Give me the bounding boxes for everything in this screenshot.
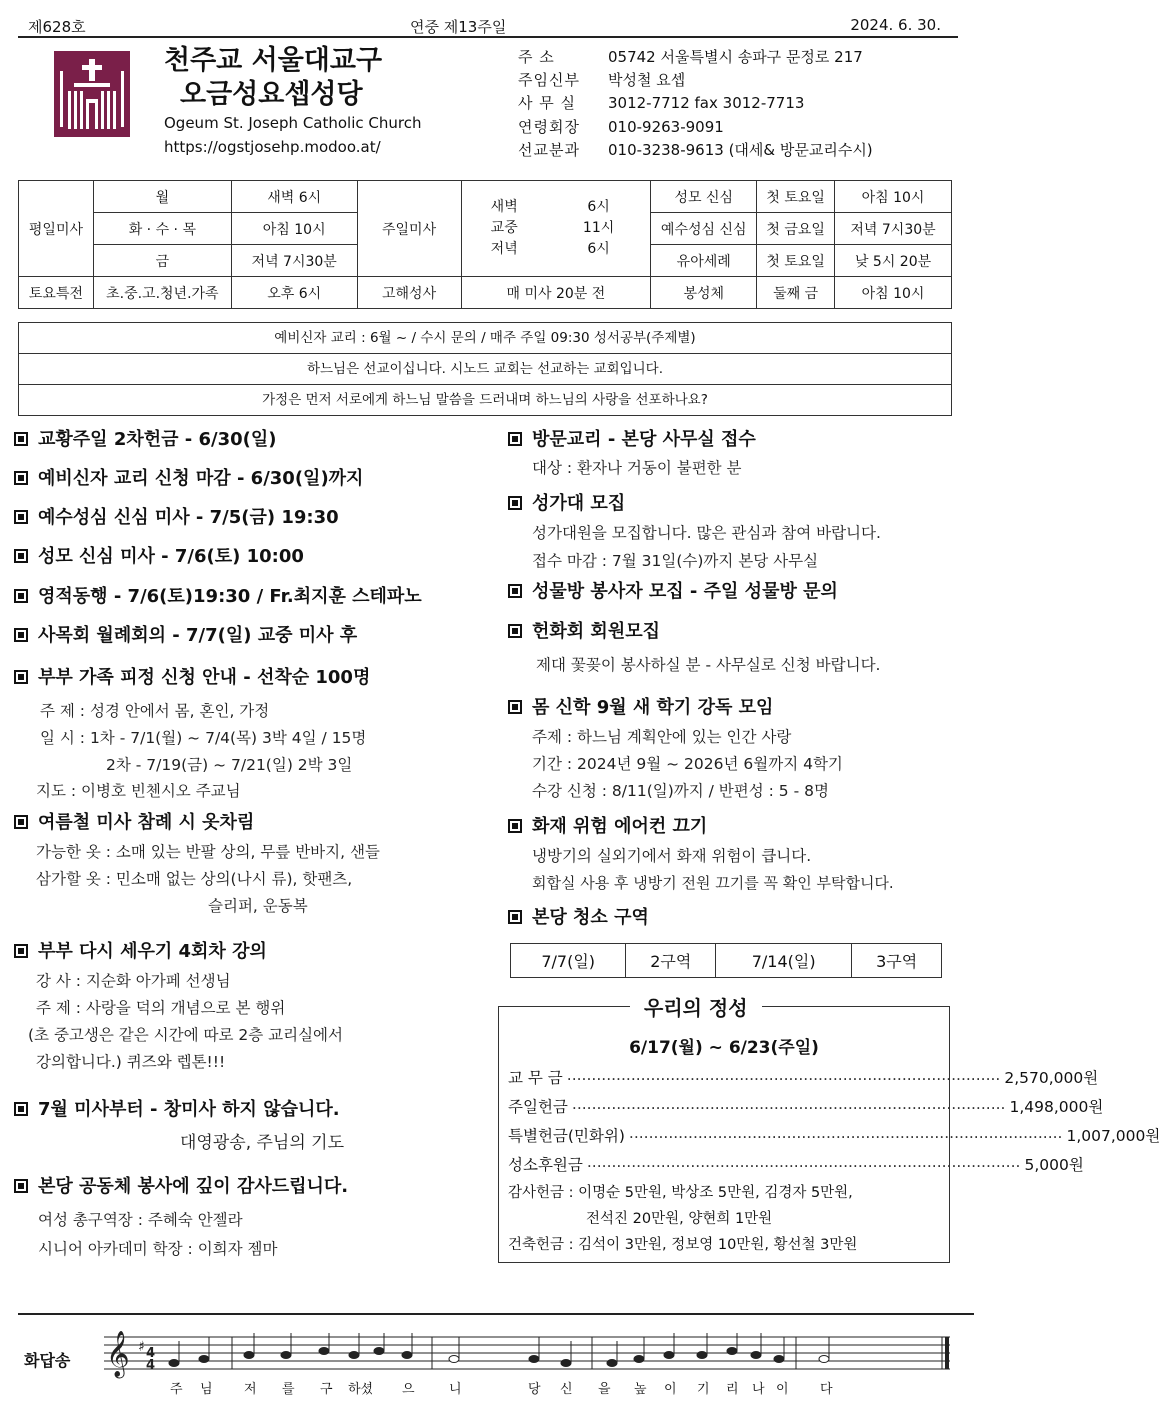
devotion-name: 유아세례 — [651, 245, 757, 277]
square-bullet-icon — [508, 584, 522, 598]
lyric-syllable: 기 — [697, 1382, 710, 1397]
announcement-line: 일 시 : 1차 - 7/1(월) ~ 7/4(목) 3박 4일 / 15명 — [40, 729, 367, 747]
thanks-offering — [508, 1181, 853, 1202]
notice-catechism: 예비신자 교리 : 6월 ~ / 수시 문의 / 매주 주일 09:30 성서공부(주제별) — [19, 323, 951, 354]
square-bullet-icon — [508, 432, 522, 446]
notice-box — [18, 322, 952, 416]
square-bullet-icon — [14, 549, 28, 563]
church-info — [518, 46, 873, 162]
info-label: 선교분과 — [518, 140, 580, 159]
mass-schedule-table — [18, 180, 952, 309]
announcement-title: 성물방 봉사자 모집 - 주일 성물방 문의 — [508, 580, 838, 604]
announcement-title: 영적동행 - 7/6(토)19:30 / Fr.최지훈 스테파노 — [14, 585, 422, 609]
dot-leader: ........................................................................................ — [571, 1095, 1006, 1113]
sunday-mass-label: 주일미사 — [357, 181, 461, 277]
announcement-line: 슬리퍼, 운동복 — [208, 897, 308, 915]
lyric-syllable: 리 — [726, 1382, 739, 1397]
psalm-label: 화답송 — [24, 1351, 71, 1370]
square-bullet-icon — [508, 700, 522, 714]
cleaning-zone: 3구역 — [852, 944, 942, 978]
square-bullet-icon — [14, 589, 28, 603]
offering-amount: 5,000원 — [1024, 1156, 1084, 1174]
devotion-name: 봉성체 — [651, 277, 757, 309]
announcement-title: 예수성심 신심 미사 - 7/5(금) 19:30 — [14, 506, 339, 530]
offering-row — [508, 1153, 1084, 1175]
cleaning-date: 7/7(일) — [511, 944, 626, 978]
announcement-line: 대영광송, 주님의 기도 — [180, 1133, 345, 1153]
square-bullet-icon — [14, 670, 28, 684]
announcement-line: 시니어 아카데미 학장 : 이희자 젬마 — [38, 1240, 278, 1258]
building-donors: 김석이 3만원, 정보영 10만원, 황선철 3만원 — [578, 1237, 858, 1253]
cleaning-zone-table — [510, 943, 942, 978]
header-rule — [18, 36, 958, 38]
square-bullet-icon — [508, 496, 522, 510]
info-label: 주임신부 — [518, 71, 580, 90]
weekday-day: 월 — [93, 181, 231, 213]
announcement-title: 본당 청소 구역 — [508, 906, 649, 930]
lyric-syllable: 니 — [449, 1382, 462, 1397]
saturday-mass-time: 오후 6시 — [231, 277, 357, 309]
liturgical-week: 연중 제13주일 — [410, 18, 507, 36]
announcement-line: 강 사 : 지순화 아가페 선생님 — [36, 972, 231, 990]
weekday-time: 아침 10시 — [231, 213, 357, 245]
treble-clef-icon: 𝄞 — [106, 1331, 130, 1377]
church-name-english: Ogeum St. Joseph Catholic Church — [164, 114, 422, 132]
announcement-line: 주 제 : 성경 안에서 몸, 혼인, 가정 — [40, 702, 270, 720]
offering-label: 교 무 금 — [508, 1069, 563, 1087]
lyric-syllable: 을 — [598, 1382, 611, 1397]
announcement-title: 헌화회 회원모집 — [508, 620, 660, 644]
church-diocese: 천주교 서울대교구 — [164, 45, 383, 76]
devotion-time: 아침 10시 — [835, 181, 952, 213]
office-phone: 3012-7712 fax 3012-7713 — [608, 94, 805, 113]
announcement-line: 삼가할 옷 : 민소매 없는 상의(나시 류), 핫팬츠, — [36, 870, 353, 888]
lyric-syllable: 나 — [752, 1382, 765, 1397]
square-bullet-icon — [508, 910, 522, 924]
dot-leader: ........................................................................................ — [628, 1124, 1063, 1142]
lyric-syllable: 높 — [634, 1382, 647, 1397]
pastor: 박성철 요셉 — [608, 71, 686, 90]
devotion-when: 첫 토요일 — [757, 181, 835, 213]
lyric-syllable: 이 — [664, 1382, 677, 1397]
address: 05742 서울특별시 송파구 문정로 217 — [608, 48, 863, 66]
announcement-title: 교황주일 2차헌금 - 6/30(일) — [14, 428, 277, 452]
offering-row — [508, 1066, 1099, 1088]
announcement-line: 냉방기의 실외기에서 화재 위험이 큽니다. — [532, 847, 812, 865]
offering-amount: 1,007,000원 — [1066, 1127, 1160, 1145]
announcement-line: 지도 : 이병호 빈첸시오 주교님 — [36, 782, 241, 800]
devotion-time: 낮 5시 20분 — [835, 245, 952, 277]
square-bullet-icon — [14, 471, 28, 485]
announcement-title: 성가대 모집 — [508, 492, 625, 516]
weekday-time: 새벽 6시 — [231, 181, 357, 213]
lyric-syllable: 이 — [776, 1382, 789, 1397]
lyric-syllable: 저 — [244, 1382, 257, 1397]
announcement-title: 부부 가족 피정 신청 안내 - 선착순 100명 — [14, 666, 370, 690]
weekday-time: 저녁 7시30분 — [231, 245, 357, 277]
info-label: 연령회장 — [518, 117, 580, 136]
announcement-line: 수강 신청 : 8/11(일)까지 / 반편성 : 5 - 8명 — [532, 782, 829, 800]
square-bullet-icon — [14, 510, 28, 524]
info-label: 주 소 — [518, 48, 555, 66]
saturday-mass-who: 초.중.고.청년.가족 — [93, 277, 231, 309]
thanks-donors: 이명순 5만원, 박상조 5만원, 김경자 5만원, — [578, 1185, 853, 1201]
lyric-syllable: 주 — [170, 1382, 183, 1397]
offering-title: 우리의 정성 — [630, 992, 762, 1021]
thanks-label: 감사헌금 : — [508, 1185, 574, 1201]
square-bullet-icon — [14, 944, 28, 958]
cleaning-zone: 2구역 — [626, 944, 716, 978]
announcement-line: 기간 : 2024년 9월 ~ 2026년 6월까지 4학기 — [532, 755, 843, 773]
lyric-syllable: 으 — [402, 1382, 415, 1397]
announcement-line: 주 제 : 사랑을 덕의 개념으로 본 행위 — [36, 999, 286, 1017]
building-offering — [508, 1233, 857, 1254]
psalm-lyrics — [104, 1378, 950, 1400]
announcement-title: 7월 미사부터 - 창미사 하지 않습니다. — [14, 1098, 340, 1122]
lyric-syllable: 님 — [200, 1382, 213, 1397]
announcement-line: 여성 총구역장 : 주혜숙 안젤라 — [38, 1211, 243, 1229]
lyric-syllable: 당 — [528, 1382, 541, 1397]
offering-row — [508, 1095, 1104, 1117]
announcement-title: 예비신자 교리 신청 마감 - 6/30(일)까지 — [14, 467, 363, 491]
square-bullet-icon — [508, 624, 522, 638]
square-bullet-icon — [14, 815, 28, 829]
square-bullet-icon — [14, 1102, 28, 1116]
square-bullet-icon — [14, 432, 28, 446]
confession-label: 고해성사 — [357, 277, 461, 309]
announcement-title: 본당 공동체 봉사에 깊이 감사드립니다. — [14, 1175, 348, 1199]
announcement-title: 방문교리 - 본당 사무실 접수 — [508, 428, 756, 452]
weekday-mass-label: 평일미사 — [19, 181, 94, 277]
sunday-mass-names: 새벽 교중 저녁 — [461, 181, 547, 277]
devotion-name: 성모 신심 — [651, 181, 757, 213]
offering-label: 성소후원금 — [508, 1156, 583, 1174]
square-bullet-icon — [14, 1179, 28, 1193]
lyric-syllable: 를 — [282, 1382, 295, 1397]
offering-amount: 1,498,000원 — [1009, 1098, 1104, 1116]
bulletin-date: 2024. 6. 30. — [850, 16, 941, 34]
announcement-title: 몸 신학 9월 새 학기 강독 모임 — [508, 696, 773, 720]
church-url[interactable]: https://ogstjosehp.modoo.at/ — [164, 138, 381, 156]
devotion-name: 예수성심 신심 — [651, 213, 757, 245]
devotion-time: 아침 10시 — [835, 277, 952, 309]
lyric-syllable: 다 — [820, 1382, 833, 1397]
info-label: 사 무 실 — [518, 94, 577, 113]
announcement-title: 부부 다시 세우기 4회차 강의 — [14, 940, 267, 964]
church-logo — [54, 51, 130, 137]
confession-value: 매 미사 20분 전 — [461, 277, 651, 309]
devotion-when: 둘째 금 — [757, 277, 835, 309]
music-staff — [104, 1331, 950, 1377]
weekday-day: 화 · 수 · 목 — [93, 213, 231, 245]
announcement-line: 가능한 옷 : 소매 있는 반팔 상의, 무릎 반바지, 샌들 — [36, 843, 380, 861]
lyric-syllable: 하셨 — [348, 1382, 374, 1397]
offering-label: 특별헌금(민화위) — [508, 1127, 625, 1145]
church-building-icon — [54, 51, 130, 137]
footer-rule — [18, 1313, 974, 1315]
devotion-time: 저녁 7시30분 — [835, 213, 952, 245]
announcement-line: 대상 : 환자나 거동이 불편한 분 — [532, 459, 742, 477]
announcement-line: 2차 - 7/19(금) ~ 7/21(일) 2박 3일 — [106, 756, 353, 774]
announcement-line: 성가대원을 모집합니다. 많은 관심과 참여 바랍니다. — [532, 524, 881, 542]
devotion-when: 첫 토요일 — [757, 245, 835, 277]
funeral-contact: 010-9263-9091 — [608, 117, 724, 136]
announcement-line: 강의합니다.) 퀴즈와 렙톤!!! — [36, 1053, 226, 1071]
notice-family: 가정은 먼저 서로에게 하느님 말씀을 드러내며 하느님의 사랑을 선포하나요? — [262, 392, 708, 408]
announcement-line: 제대 꽃꽂이 봉사하실 분 - 사무실로 신청 바랍니다. — [536, 656, 881, 674]
dot-leader: ........................................................................................ — [586, 1153, 1021, 1171]
thanks-donors-cont: 전석진 20만원, 양현희 1만원 — [586, 1211, 773, 1227]
announcement-title: 여름철 미사 참례 시 옷차림 — [14, 811, 254, 835]
sunday-mass-times: 6시 11시 6시 — [547, 181, 651, 277]
svg-text:4: 4 — [146, 1346, 156, 1361]
offering-period: 6/17(월) ~ 6/23(주일) — [629, 1038, 819, 1058]
square-bullet-icon — [508, 819, 522, 833]
announcement-title: 화재 위험 에어컨 끄기 — [508, 815, 707, 839]
announcement-line: 주제 : 하느님 계획안에 있는 인간 사랑 — [532, 728, 792, 746]
announcement-line: (초 중고생은 같은 시간에 따로 2층 교리실에서 — [28, 1026, 343, 1044]
square-bullet-icon — [14, 628, 28, 642]
notice-mission: 하느님은 선교이십니다. 시노드 교회는 선교하는 교회입니다. — [19, 354, 951, 385]
mission-contact: 010-3238-9613 (대세& 방문교리수시) — [608, 140, 873, 159]
building-label: 건축헌금 : — [508, 1237, 574, 1253]
lyric-syllable: 구 — [320, 1382, 333, 1397]
church-name: 오금성요셉성당 — [180, 79, 363, 110]
announcement-line: 접수 마감 : 7월 31일(수)까지 본당 사무실 — [532, 552, 819, 570]
weekday-day: 금 — [93, 245, 231, 277]
saturday-mass-label: 토요특전 — [19, 277, 94, 309]
dot-leader: ........................................................................................ — [566, 1066, 1001, 1084]
svg-text:♯: ♯ — [138, 1339, 145, 1355]
cleaning-date: 7/14(일) — [716, 944, 852, 978]
announcement-title: 사목회 월례회의 - 7/7(일) 교중 미사 후 — [14, 624, 357, 648]
offering-amount: 2,570,000원 — [1004, 1069, 1099, 1087]
announcement-title: 성모 신심 미사 - 7/6(토) 10:00 — [14, 545, 304, 569]
svg-text:4: 4 — [146, 1358, 156, 1373]
announcement-line: 회합실 사용 후 냉방기 전원 끄기를 꼭 확인 부탁합니다. — [532, 874, 894, 892]
issue-number: 제628호 — [28, 18, 86, 36]
offering-label: 주일헌금 — [508, 1098, 568, 1116]
offering-row — [508, 1124, 1160, 1146]
lyric-syllable: 신 — [560, 1382, 573, 1397]
devotion-when: 첫 금요일 — [757, 213, 835, 245]
